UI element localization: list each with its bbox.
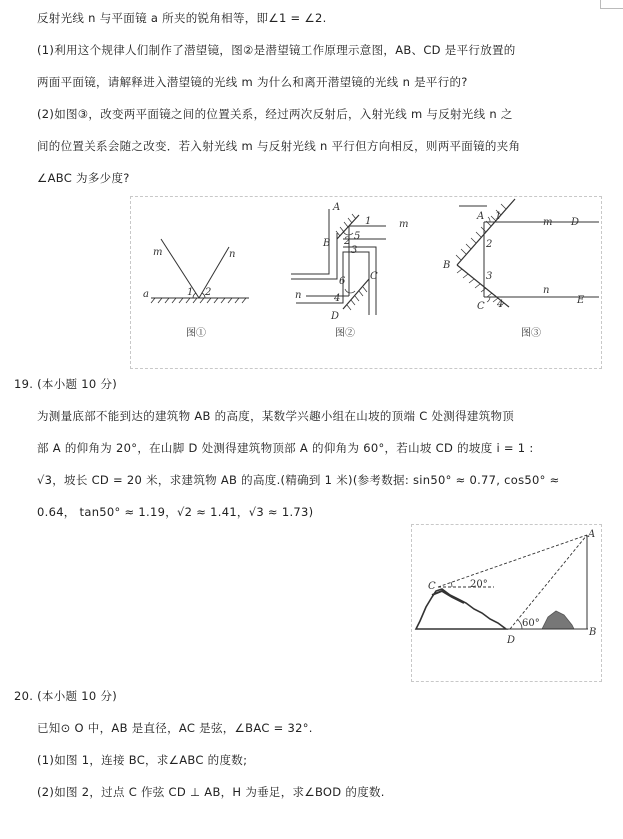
fig2-label-4: 4 (334, 293, 341, 304)
fig4-angle-20: 20° (470, 579, 488, 590)
hill-building-figure (411, 524, 602, 682)
fig3-label-m: m (543, 217, 553, 228)
fig2-label-D: D (331, 311, 340, 322)
fig3-label-n: n (543, 285, 550, 296)
fig2-label-A: A (333, 202, 341, 213)
text-line-6: ∠ABC 为多少度? (37, 171, 130, 185)
text-line-2: (1)利用这个规律人们制作了潜望镜，图②是潜望镜工作原理示意图，AB、CD 是平行放置的 (37, 43, 516, 57)
q19-line-4: 0.64， tan50° ≈ 1.19，√2 ≈ 1.41，√3 ≈ 1.73) (37, 505, 314, 519)
fig2-label-6: 6 (339, 276, 346, 287)
page-corner-mark (600, 0, 623, 9)
figure-3 (442, 199, 599, 339)
fig2-label-n: n (295, 290, 302, 301)
figure-2 (291, 202, 408, 339)
fig1-label-m: m (153, 247, 163, 258)
text-line-5: 间的位置关系会随之改变．若入射光线 m 与反射光线 n 平行但方向相反，则两平面镜的夹角 (37, 139, 521, 153)
q20-header: 20. (本小题 10 分) (14, 689, 118, 703)
fig2-label-2: 2 (344, 236, 351, 247)
fig2-label-m: m (399, 219, 409, 230)
fig1-label-1: 1 (187, 287, 194, 298)
hill-building-svg (412, 525, 601, 681)
fig2-label-B: B (323, 238, 331, 249)
fig3-label-2: 2 (486, 239, 493, 250)
fig3-label-E: E (577, 295, 585, 306)
fig4-label-B: B (589, 627, 597, 638)
fig3-label-3: 3 (486, 271, 493, 282)
q20-line-3: (2)如图 2，过点 C 作弦 CD ⊥ AB，H 为垂足，求∠BOD 的度数. (37, 785, 385, 799)
fig2-label-1: 1 (365, 216, 372, 227)
fig1-label-n: n (229, 249, 236, 260)
q20-line-2: (1)如图 1，连接 BC，求∠ABC 的度数; (37, 753, 248, 767)
q19-line-1: 为测量底部不能到达的建筑物 AB 的高度，某数学兴趣小组在山坡的顶端 C 处测得建筑物顶 (37, 409, 515, 423)
fig4-label-C: C (428, 581, 436, 592)
fig4-label-D: D (507, 635, 516, 646)
fig3-label-4: 4 (497, 299, 504, 310)
q19-header: 19. (本小题 10 分) (14, 377, 118, 391)
fig3-label-B: B (443, 260, 451, 271)
fig4-label-A: A (588, 529, 596, 540)
text-line-4: (2)如图③，改变两平面镜之间的位置关系，经过两次反射后，入射光线 m 与反射光线 n 之 (37, 107, 513, 121)
text-line-3: 两面平面镜，请解释进入潜望镜的光线 m 为什么和离开潜望镜的光线 n 是平行的? (37, 75, 468, 89)
fig3-label-1: 1 (495, 211, 502, 222)
text-line-1: 反射光线 n 与平面镜 a 所夹的锐角相等，即∠1 = ∠2. (37, 11, 327, 25)
fig3-caption: 图③ (521, 328, 541, 339)
q19-line-2: 部 A 的仰角为 20°，在山脚 D 处测得建筑物顶部 A 的仰角为 60°，若山坡 CD 的坡度 i = 1 : (37, 441, 534, 455)
fig3-label-A: A (477, 211, 485, 222)
figure-1 (143, 239, 249, 339)
mirror-figures (130, 196, 602, 369)
q20-line-1: 已知⊙ O 中，AB 是直径，AC 是弦，∠BAC = 32°. (37, 721, 313, 735)
q19-line-3: √3，坡长 CD = 20 米，求建筑物 AB 的高度.(精确到 1 米)(参考数据: sin50° ≈ 0.77, cos50° ≈ (37, 473, 560, 487)
fig3-label-D: D (571, 217, 580, 228)
fig1-caption: 图① (186, 328, 206, 339)
fig1-label-2: 2 (205, 287, 212, 298)
fig2-label-C: C (370, 271, 378, 282)
fig2-label-5: 5 (354, 231, 361, 242)
fig1-label-a: a (143, 289, 149, 300)
fig2-label-3: 3 (351, 245, 358, 256)
fig4-angle-60: 60° (522, 618, 540, 629)
mirror-figures-svg (131, 197, 601, 368)
fig2-caption: 图② (335, 328, 355, 339)
fig3-label-C: C (477, 301, 485, 312)
